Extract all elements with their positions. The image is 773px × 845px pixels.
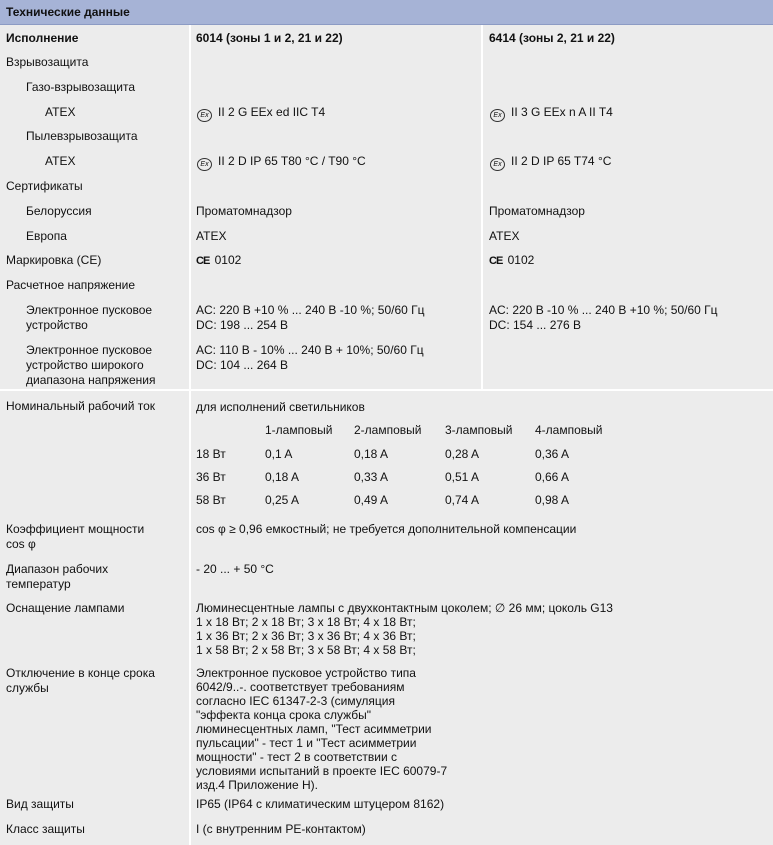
dust-atex-col1-value: II 2 D IP 65 T80 °C / T90 °C [218, 154, 366, 168]
eol-label-line2: службы [6, 681, 49, 695]
temperature-label-line2: температур [6, 577, 71, 591]
eol-value-line8: условиями испытаний в проекте IEC 60079-7 [196, 764, 448, 778]
current-row-58-v4: 0,98 A [535, 493, 570, 507]
wide-ballast-label-line2: устройство широкого [26, 358, 144, 372]
marking-col1: CE 0102 [196, 253, 242, 267]
current-row-36-v2: 0,33 A [354, 470, 389, 484]
current-row-58-v1: 0,25 A [265, 493, 300, 507]
current-row-18-v3: 0,28 A [445, 447, 480, 461]
certificates-label: Сертификаты [6, 179, 83, 193]
section-title-bar [0, 0, 773, 25]
current-row-18-watt: 18 Вт [196, 447, 226, 461]
europe-col1: ATEX [196, 229, 227, 243]
current-row-58-watt: 58 Вт [196, 493, 226, 507]
ex-icon: Ex [197, 109, 212, 122]
ex-icon: Ex [490, 109, 505, 122]
ballast-label-line2: устройство [26, 318, 88, 332]
current-row-58-v3: 0,74 A [445, 493, 480, 507]
dust-atex-col2 [490, 154, 611, 171]
eol-value-line5: люминесцентных ламп, "Тест асимметрии [196, 722, 432, 736]
eol-value-line1: Электронное пусковое устройство типа [196, 666, 416, 680]
lamps-value-line4: 1 x 58 Вт; 2 x 58 Вт; 3 x 58 Вт; 4 x 58 Вт; [196, 643, 416, 657]
ballast-col1-dc: DC: 198 ... 254 В [196, 318, 289, 332]
current-row-36-v1: 0,18 A [265, 470, 300, 484]
eol-value-line7: мощности" - тест 2 в соответствии с [196, 750, 398, 764]
gas-atex-col1 [197, 105, 325, 122]
protection-class-value: I (с внутренним PE-контактом) [196, 822, 366, 836]
gas-atex-col1-value: II 2 G EEx ed IIC T4 [218, 105, 326, 119]
lamps-value-line3: 1 x 36 Вт; 2 x 36 Вт; 3 x 36 Вт; 4 x 36 Вт; [196, 629, 416, 643]
current-row-18-v2: 0,18 A [354, 447, 389, 461]
protection-class-label: Класс защиты [6, 822, 85, 836]
current-row-36-watt: 36 Вт [196, 470, 226, 484]
temperature-value: - 20 ... + 50 °C [196, 562, 274, 576]
gas-protection-label: Газо-взрывозащита [26, 80, 136, 94]
dust-atex-col2-value: II 2 D IP 65 T74 °C [511, 154, 612, 168]
ex-icon: Ex [197, 158, 212, 171]
protection-type-value: IP65 (IP64 с климатическим штуцером 8162) [196, 797, 445, 811]
ex-icon: Ex [490, 158, 505, 171]
wide-ballast-label-line3: диапазона напряжения [26, 373, 156, 387]
belarus-col2: Проматомнадзор [489, 204, 585, 218]
eol-label-line1: Отключение в конце срока [6, 666, 155, 680]
current-header-1: 1-ламповый [265, 423, 333, 437]
marking-label: Маркировка (CE) [6, 253, 102, 267]
header-label: Исполнение [6, 31, 79, 45]
explosion-protection-label: Взрывозащита [6, 55, 89, 69]
ce-mark-icon: CE [196, 255, 210, 267]
header-col2: 6414 (зоны 2, 21 и 22) [489, 31, 615, 45]
temperature-label-line1: Диапазон рабочих [6, 562, 109, 576]
ballast-label-line1: Электронное пусковое [26, 303, 153, 317]
power-factor-label-line2: cos φ [6, 537, 36, 551]
eol-value-line6: пульсации" - тест 1 и "Тест асимметрии [196, 736, 417, 750]
current-row-36-v4: 0,66 A [535, 470, 570, 484]
gas-atex-col2-value: II 3 G EEx n A II T4 [511, 105, 613, 119]
lamps-value-line2: 1 x 18 Вт; 2 x 18 Вт; 3 x 18 Вт; 4 x 18 Вт; [196, 615, 416, 629]
eol-value-line9: изд.4 Приложение H). [196, 778, 318, 792]
header-col1: 6014 (зоны 1 и 2, 21 и 22) [196, 31, 343, 45]
current-header-2: 2-ламповый [354, 423, 422, 437]
europe-label: Европа [26, 229, 67, 243]
ballast-col2-dc: DC: 154 ... 276 В [489, 318, 582, 332]
rated-current-note: для исполнений светильников [196, 400, 365, 414]
marking-col2: CE 0102 [489, 253, 535, 267]
rated-current-label: Номинальный рабочий ток [6, 399, 156, 413]
dust-protection-label: Пылевзрывозащита [26, 129, 138, 143]
current-row-18-v4: 0,36 A [535, 447, 570, 461]
eol-value-line4: "эффекта конца срока службы" [196, 708, 372, 722]
europe-col2: ATEX [489, 229, 520, 243]
section-title: Технические данные [6, 5, 130, 19]
protection-type-label: Вид защиты [6, 797, 74, 811]
gas-atex-col2 [490, 105, 613, 122]
power-factor-label-line1: Коэффициент мощности [6, 522, 145, 536]
eol-value-line2: 6042/9..-. соответствует требованиям [196, 680, 405, 694]
belarus-label: Белоруссия [26, 204, 92, 218]
current-header-3: 3-ламповый [445, 423, 513, 437]
current-row-36-v3: 0,51 A [445, 470, 480, 484]
power-factor-value: cos φ ≥ 0,96 емкостный; не требуется дополнительной компенсации [196, 522, 577, 536]
ballast-col1-ac: AC: 220 В +10 % ... 240 В -10 %; 50/60 Гц [196, 303, 425, 317]
current-row-18-v1: 0,1 A [265, 447, 293, 461]
lamps-label: Оснащение лампами [6, 601, 125, 615]
eol-value-line3: согласно IEC 61347-2-3 (симуляция [196, 694, 396, 708]
wide-ballast-col1-ac: AC: 110 В - 10% ... 240 В + 10%; 50/60 Гц [196, 343, 424, 357]
lamps-value-line1: Люминесцентные лампы с двухконтактным цоколем; ∅ 26 мм; цоколь G13 [196, 601, 613, 615]
current-row-58-v2: 0,49 A [354, 493, 389, 507]
ballast-col2-ac: AC: 220 В -10 % ... 240 В +10 %; 50/60 Гц [489, 303, 718, 317]
dust-atex-label: ATEX [45, 154, 76, 168]
ce-mark-icon: CE [489, 255, 503, 267]
dust-atex-col1 [197, 154, 366, 171]
current-header-4: 4-ламповый [535, 423, 603, 437]
belarus-col1: Проматомнадзор [196, 204, 292, 218]
gas-atex-label: ATEX [45, 105, 76, 119]
rated-voltage-label: Расчетное напряжение [6, 278, 136, 292]
column-separator-1 [189, 25, 191, 845]
wide-ballast-col1-dc: DC: 104 ... 264 В [196, 358, 289, 372]
wide-ballast-label-line1: Электронное пусковое [26, 343, 153, 357]
